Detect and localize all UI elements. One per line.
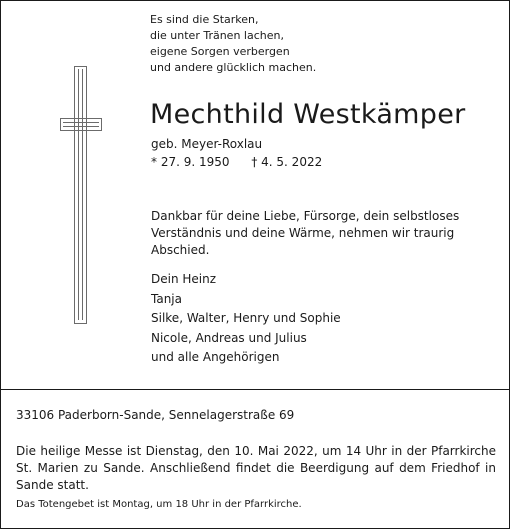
maiden-name: geb. Meyer-Roxlau [151,137,263,151]
thanks-text: Dankbar für deine Liebe, Fürsorge, dein selbstloses Verständnis und deine Wärme, nehmen wir traurig Abschied. [151,209,460,257]
mourner: und alle Angehörigen [151,350,280,364]
prayer-info: Das Totengebet ist Montag, um 18 Uhr in der Pfarrkirche. [16,499,302,510]
poem-line: und andere glücklich machen. [150,61,317,74]
life-dates [151,154,322,170]
poem-line: eigene Sorgen verbergen [150,45,290,58]
mourners-list [151,270,341,368]
poem-line: Es sind die Starken, [150,13,259,26]
funeral-mass-info: Die heilige Messe ist Dienstag, den 10. Mai 2022, um 14 Uhr in der Pfarrkirche St. Marien zu Sande. Anschließend findet die Beerdigung auf dem Friedhof in Sande statt. [16,444,496,492]
poem-line: die unter Tränen lachen, [150,29,284,42]
poem [150,12,316,76]
deceased-name: Mechthild Westkämper [150,99,466,130]
cross-icon [60,66,102,324]
address: 33106 Paderborn-Sande, Sennelagerstraße 69 [16,408,295,422]
death-date: † 4. 5. 2022 [251,155,323,169]
mourner: Silke, Walter, Henry und Sophie [151,311,341,325]
mourner: Nicole, Andreas und Julius [151,330,307,345]
mourner: Dein Heinz [151,272,217,286]
birth-date: * 27. 9. 1950 [151,155,230,169]
divider [0,389,510,390]
mourner: Tanja [151,291,182,306]
